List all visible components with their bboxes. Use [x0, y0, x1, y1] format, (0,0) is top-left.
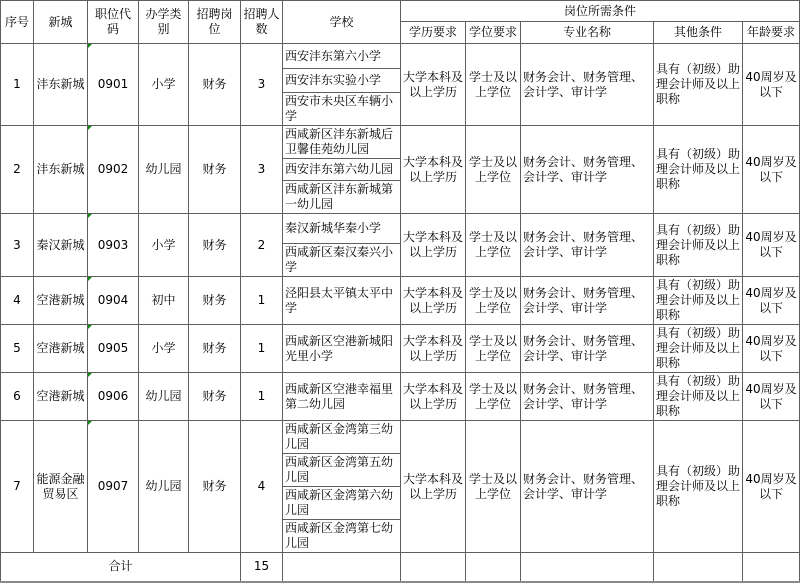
- col-header-type: 办学类别: [139, 1, 189, 44]
- cell-major: 财务会计、财务管理、会计学、审计学: [521, 44, 654, 126]
- table-row: [1, 126, 800, 159]
- total-row: [1, 553, 800, 582]
- cell-post: 财务: [189, 214, 241, 277]
- cell-no: 6: [1, 373, 34, 421]
- cell-school: 西咸新区金湾第三幼儿园: [283, 421, 401, 454]
- cell-school: 西咸新区金湾第五幼儿园: [283, 454, 401, 487]
- cell-code: 0904: [88, 277, 139, 325]
- total-count: 15: [241, 553, 283, 582]
- cell-type: 小学: [139, 44, 189, 126]
- cell-degree: 学士及以上学位: [466, 277, 521, 325]
- cell-count: 1: [241, 277, 283, 325]
- cell-type: 小学: [139, 214, 189, 277]
- col-header-post: 招聘岗位: [189, 1, 241, 44]
- cell-city: 空港新城: [34, 325, 88, 373]
- table-row: [1, 373, 800, 421]
- cell-count: 3: [241, 126, 283, 214]
- cell-code: 0907: [88, 421, 139, 553]
- cell-code: 0903: [88, 214, 139, 277]
- cell-post: 财务: [189, 325, 241, 373]
- cell-type: 幼儿园: [139, 421, 189, 553]
- cell-edu: 大学本科及以上学历: [401, 325, 466, 373]
- cell-degree: 学士及以上学位: [466, 44, 521, 126]
- cell-other: 具有（初级）助理会计师及以上职称: [654, 325, 743, 373]
- cell-school: 西咸新区金湾第七幼儿园: [283, 520, 401, 553]
- cell-school: 西安市未央区车辆小学: [283, 93, 401, 126]
- cell-code: 0906: [88, 373, 139, 421]
- table-row: [1, 325, 800, 373]
- cell-age: 40周岁及以下: [743, 373, 800, 421]
- cell-edu: 大学本科及以上学历: [401, 277, 466, 325]
- empty-cell: [401, 553, 466, 582]
- col-header-other: 其他条件: [654, 22, 743, 44]
- cell-degree: 学士及以上学位: [466, 325, 521, 373]
- table-row: [1, 44, 800, 69]
- cell-age: 40周岁及以下: [743, 277, 800, 325]
- cell-school: 西咸新区沣东新城第一幼儿园: [283, 181, 401, 214]
- cell-school: 西咸新区秦汉秦兴小学: [283, 244, 401, 277]
- cell-school: 西咸新区金湾第六幼儿园: [283, 487, 401, 520]
- cell-school: 泾阳县太平镇太平中学: [283, 277, 401, 325]
- cell-edu: 大学本科及以上学历: [401, 44, 466, 126]
- cell-age: 40周岁及以下: [743, 325, 800, 373]
- cell-post: 财务: [189, 277, 241, 325]
- cell-post: 财务: [189, 44, 241, 126]
- cell-city: 沣东新城: [34, 44, 88, 126]
- cell-edu: 大学本科及以上学历: [401, 421, 466, 553]
- cell-other: 具有（初级）助理会计师及以上职称: [654, 44, 743, 126]
- cell-major: 财务会计、财务管理、会计学、审计学: [521, 373, 654, 421]
- cell-count: 1: [241, 325, 283, 373]
- cell-school: 西安沣东第六幼儿园: [283, 159, 401, 181]
- cell-other: 具有（初级）助理会计师及以上职称: [654, 373, 743, 421]
- col-header-degree: 学位要求: [466, 22, 521, 44]
- cell-post: 财务: [189, 126, 241, 214]
- cell-count: 2: [241, 214, 283, 277]
- cell-no: 7: [1, 421, 34, 553]
- cell-age: 40周岁及以下: [743, 44, 800, 126]
- cell-type: 小学: [139, 325, 189, 373]
- cell-city: 能源金融贸易区: [34, 421, 88, 553]
- cell-school: 西咸新区沣东新城后卫馨佳苑幼儿园: [283, 126, 401, 159]
- cell-code: 0902: [88, 126, 139, 214]
- col-header-school: 学校: [283, 1, 401, 44]
- cell-school: 西咸新区空港幸福里第二幼儿园: [283, 373, 401, 421]
- cell-degree: 学士及以上学位: [466, 214, 521, 277]
- cell-edu: 大学本科及以上学历: [401, 373, 466, 421]
- cell-type: 初中: [139, 277, 189, 325]
- cell-code: 0901: [88, 44, 139, 126]
- cell-school: 西咸新区空港新城阳光里小学: [283, 325, 401, 373]
- cell-city: 秦汉新城: [34, 214, 88, 277]
- cell-city: 空港新城: [34, 277, 88, 325]
- cell-major: 财务会计、财务管理、会计学、审计学: [521, 214, 654, 277]
- table-row: [1, 214, 800, 244]
- cell-code: 0905: [88, 325, 139, 373]
- cell-degree: 学士及以上学位: [466, 126, 521, 214]
- cell-no: 5: [1, 325, 34, 373]
- empty-cell: [743, 553, 800, 582]
- cell-no: 2: [1, 126, 34, 214]
- col-header-age: 年龄要求: [743, 22, 800, 44]
- cell-city: 空港新城: [34, 373, 88, 421]
- cell-major: 财务会计、财务管理、会计学、审计学: [521, 421, 654, 553]
- header-row-1: [1, 1, 800, 22]
- cell-post: 财务: [189, 421, 241, 553]
- col-header-major: 专业名称: [521, 22, 654, 44]
- cell-age: 40周岁及以下: [743, 421, 800, 553]
- cell-edu: 大学本科及以上学历: [401, 214, 466, 277]
- col-header-edu: 学历要求: [401, 22, 466, 44]
- cell-no: 1: [1, 44, 34, 126]
- cell-post: 财务: [189, 373, 241, 421]
- table-row: [1, 277, 800, 325]
- cell-major: 财务会计、财务管理、会计学、审计学: [521, 126, 654, 214]
- col-header-code: 职位代码: [88, 1, 139, 44]
- empty-cell: [521, 553, 654, 582]
- total-label: 合计: [1, 553, 241, 582]
- cell-age: 40周岁及以下: [743, 126, 800, 214]
- empty-cell: [283, 553, 401, 582]
- cell-degree: 学士及以上学位: [466, 421, 521, 553]
- cell-school: 秦汉新城华秦小学: [283, 214, 401, 244]
- cell-count: 1: [241, 373, 283, 421]
- cell-type: 幼儿园: [139, 373, 189, 421]
- empty-cell: [654, 553, 743, 582]
- cell-no: 3: [1, 214, 34, 277]
- cell-degree: 学士及以上学位: [466, 373, 521, 421]
- cell-count: 4: [241, 421, 283, 553]
- col-header-seq: 序号: [1, 1, 34, 44]
- cell-other: 具有（初级）助理会计师及以上职称: [654, 126, 743, 214]
- cell-school: 西安沣东第六小学: [283, 44, 401, 69]
- cell-other: 具有（初级）助理会计师及以上职称: [654, 277, 743, 325]
- cell-age: 40周岁及以下: [743, 214, 800, 277]
- cell-major: 财务会计、财务管理、会计学、审计学: [521, 277, 654, 325]
- cell-school: 西安沣东实验小学: [283, 69, 401, 93]
- cell-edu: 大学本科及以上学历: [401, 126, 466, 214]
- col-header-conditions-group: 岗位所需条件: [401, 1, 800, 22]
- table-row: [1, 421, 800, 454]
- cell-city: 沣东新城: [34, 126, 88, 214]
- empty-cell: [466, 553, 521, 582]
- cell-no: 4: [1, 277, 34, 325]
- cell-type: 幼儿园: [139, 126, 189, 214]
- cell-other: 具有（初级）助理会计师及以上职称: [654, 214, 743, 277]
- cell-count: 3: [241, 44, 283, 126]
- col-header-count: 招聘人数: [241, 1, 283, 44]
- cell-major: 财务会计、财务管理、会计学、审计学: [521, 325, 654, 373]
- col-header-city: 新城: [34, 1, 88, 44]
- cell-other: 具有（初级）助理会计师及以上职称: [654, 421, 743, 553]
